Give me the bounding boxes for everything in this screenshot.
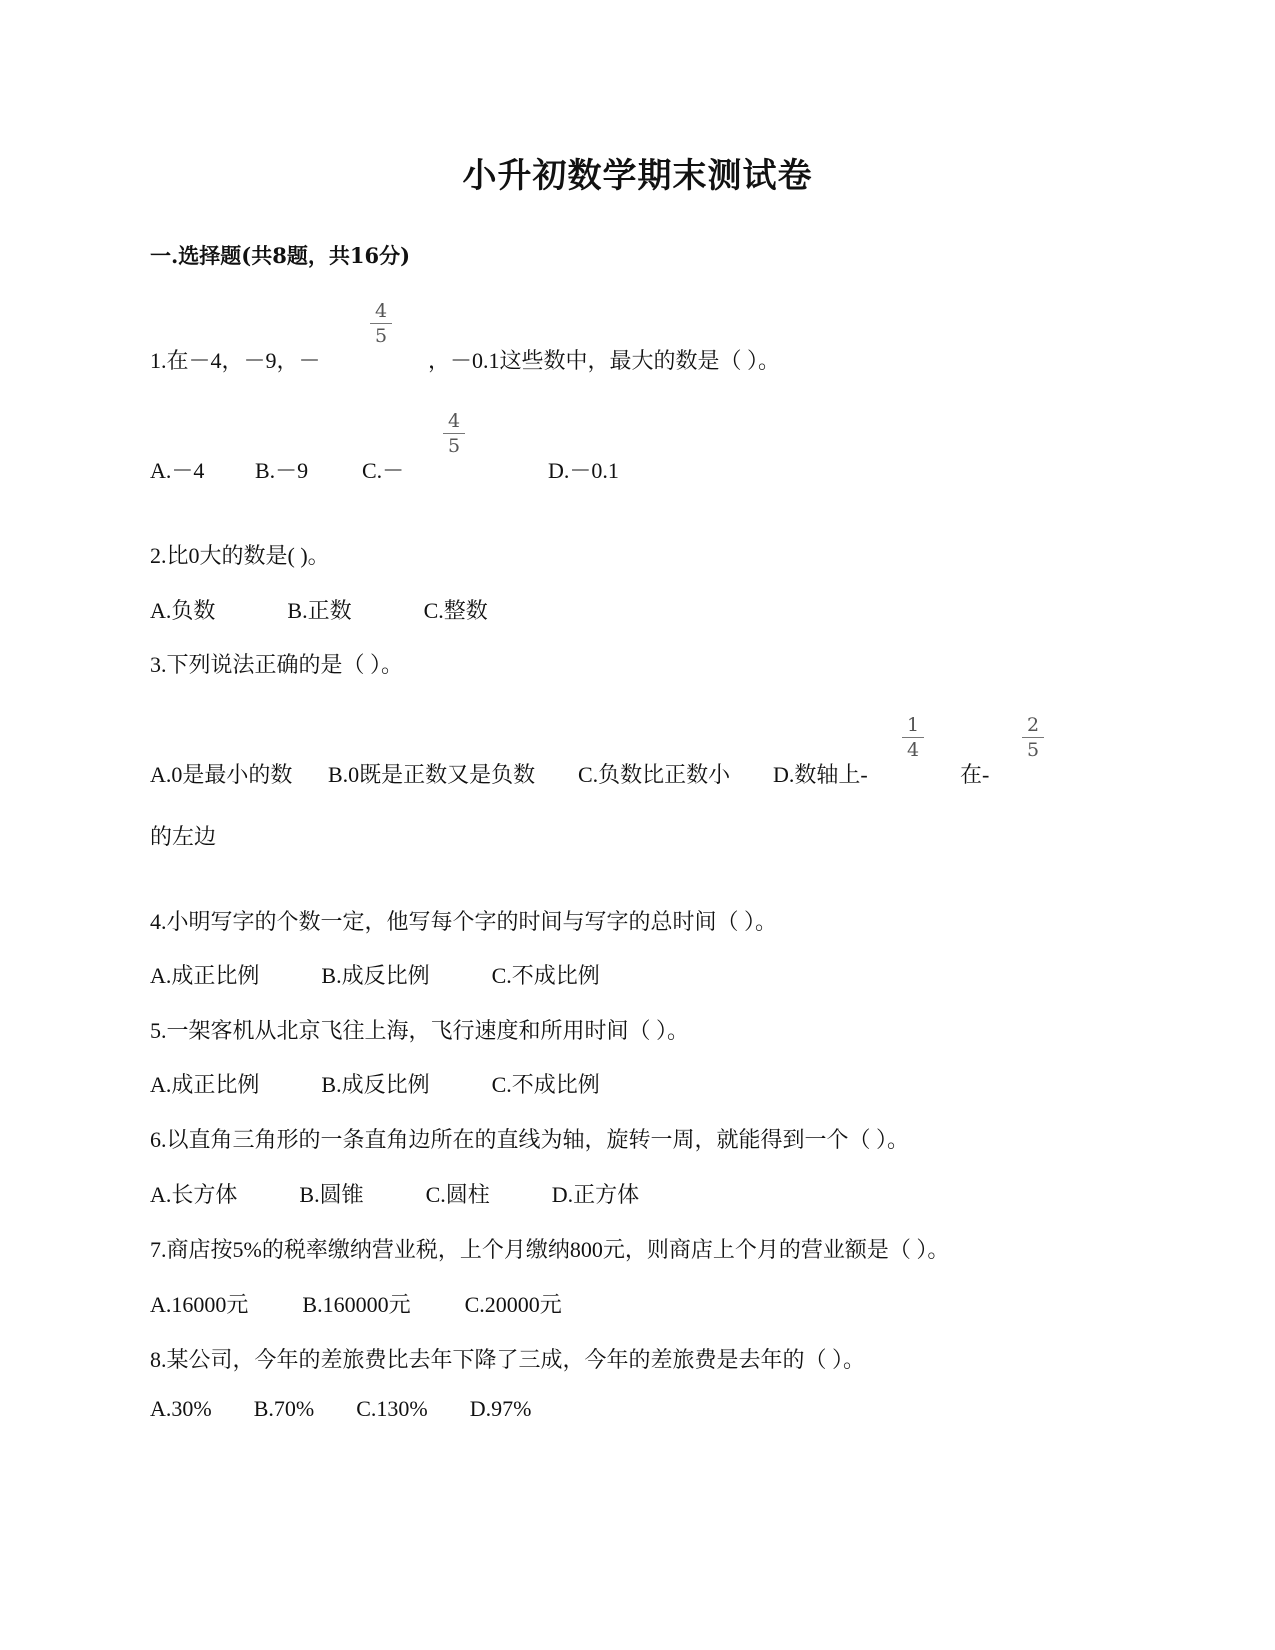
q2-stem: 2.比0大的数是( )。 bbox=[150, 543, 330, 568]
section-heading: 一.选择题(共8题，共16分) bbox=[150, 243, 411, 268]
q1-stem-after: ，－0.1这些数中，最大的数是（ ）。 bbox=[428, 348, 781, 373]
q8-option-b: B.70% bbox=[253, 1396, 315, 1421]
fraction-bar bbox=[1022, 737, 1044, 738]
q8-option-d: D.97% bbox=[469, 1396, 532, 1421]
q1-option-a: A.－4 bbox=[150, 458, 205, 483]
q1-option-c-fraction bbox=[441, 410, 467, 457]
q6-options bbox=[150, 1178, 639, 1209]
q3-stem: 3.下列说法正确的是（ ）。 bbox=[150, 652, 404, 677]
q7-stem: 7.商店按5%的税率缴纳营业税，上个月缴纳800元，则商店上个月的营业额是（ ）。 bbox=[150, 1237, 950, 1262]
fraction-denominator: 5 bbox=[374, 325, 388, 347]
q7-options bbox=[150, 1288, 562, 1319]
fraction-denominator: 5 bbox=[447, 435, 461, 457]
q6-option-d: D.正方体 bbox=[551, 1182, 640, 1207]
q1-option-c: C.－ bbox=[362, 458, 405, 483]
q7-option-a: A.16000元 bbox=[150, 1292, 249, 1317]
fraction-denominator: 4 bbox=[906, 739, 920, 761]
fraction-bar bbox=[902, 737, 924, 738]
q1-option-d: D.－0.1 bbox=[548, 458, 619, 483]
fraction-numerator: 1 bbox=[906, 714, 920, 736]
q4-option-a: A.成正比例 bbox=[150, 963, 260, 988]
fraction-numerator: 4 bbox=[447, 410, 461, 432]
fraction-bar bbox=[443, 433, 465, 434]
q3-option-d-fraction2 bbox=[1020, 714, 1046, 761]
q7-option-b: B.160000元 bbox=[302, 1292, 411, 1317]
fraction-numerator: 4 bbox=[374, 300, 388, 322]
q8-option-a: A.30% bbox=[150, 1396, 212, 1421]
q4-option-b: B.成反比例 bbox=[321, 963, 430, 988]
q1-stem-before: 1.在－4，－9，－ bbox=[150, 348, 321, 373]
q2-option-b: B.正数 bbox=[287, 598, 352, 623]
q6-option-c: C.圆柱 bbox=[425, 1182, 490, 1207]
q2-option-c: C.整数 bbox=[423, 598, 488, 623]
fraction-denominator: 5 bbox=[1026, 739, 1040, 761]
q3-option-d-fraction1 bbox=[900, 714, 926, 761]
q3-option-d-part2: 在- bbox=[960, 762, 990, 787]
q6-stem: 6.以直角三角形的一条直角边所在的直线为轴，旋转一周，就能得到一个（ ）。 bbox=[150, 1127, 910, 1152]
q5-option-b: B.成反比例 bbox=[321, 1072, 430, 1097]
q1-stem-fraction bbox=[368, 300, 394, 347]
q4-option-c: C.不成比例 bbox=[491, 963, 600, 988]
q3-option-a: A.0是最小的数 bbox=[150, 762, 293, 787]
q4-stem: 4.小明写字的个数一定，他写每个字的时间与写字的总时间（ ）。 bbox=[150, 909, 778, 934]
page-title: 小升初数学期末测试卷 bbox=[462, 156, 813, 196]
q2-option-a: A.负数 bbox=[150, 598, 216, 623]
q3-option-d-part1: D.数轴上- bbox=[773, 762, 868, 787]
q5-option-c: C.不成比例 bbox=[491, 1072, 600, 1097]
q7-option-c: C.20000元 bbox=[464, 1292, 562, 1317]
q1-option-b: B.－9 bbox=[255, 458, 309, 483]
fraction-bar bbox=[370, 323, 392, 324]
q3-option-c: C.负数比正数小 bbox=[578, 762, 731, 787]
q8-option-c: C.130% bbox=[356, 1396, 428, 1421]
fraction-numerator: 2 bbox=[1026, 714, 1040, 736]
q2-options bbox=[150, 594, 488, 625]
q6-option-b: B.圆锥 bbox=[299, 1182, 364, 1207]
q5-options bbox=[150, 1068, 600, 1099]
q8-stem: 8.某公司，今年的差旅费比去年下降了三成，今年的差旅费是去年的（ ）。 bbox=[150, 1347, 866, 1372]
q5-stem: 5.一架客机从北京飞往上海，飞行速度和所用时间（ ）。 bbox=[150, 1018, 690, 1043]
q5-option-a: A.成正比例 bbox=[150, 1072, 260, 1097]
q3-option-b: B.0既是正数又是负数 bbox=[328, 762, 536, 787]
q3-option-d-part3: 的左边 bbox=[150, 824, 217, 849]
q6-option-a: A.长方体 bbox=[150, 1182, 238, 1207]
q8-options bbox=[150, 1396, 531, 1422]
q4-options bbox=[150, 959, 600, 990]
